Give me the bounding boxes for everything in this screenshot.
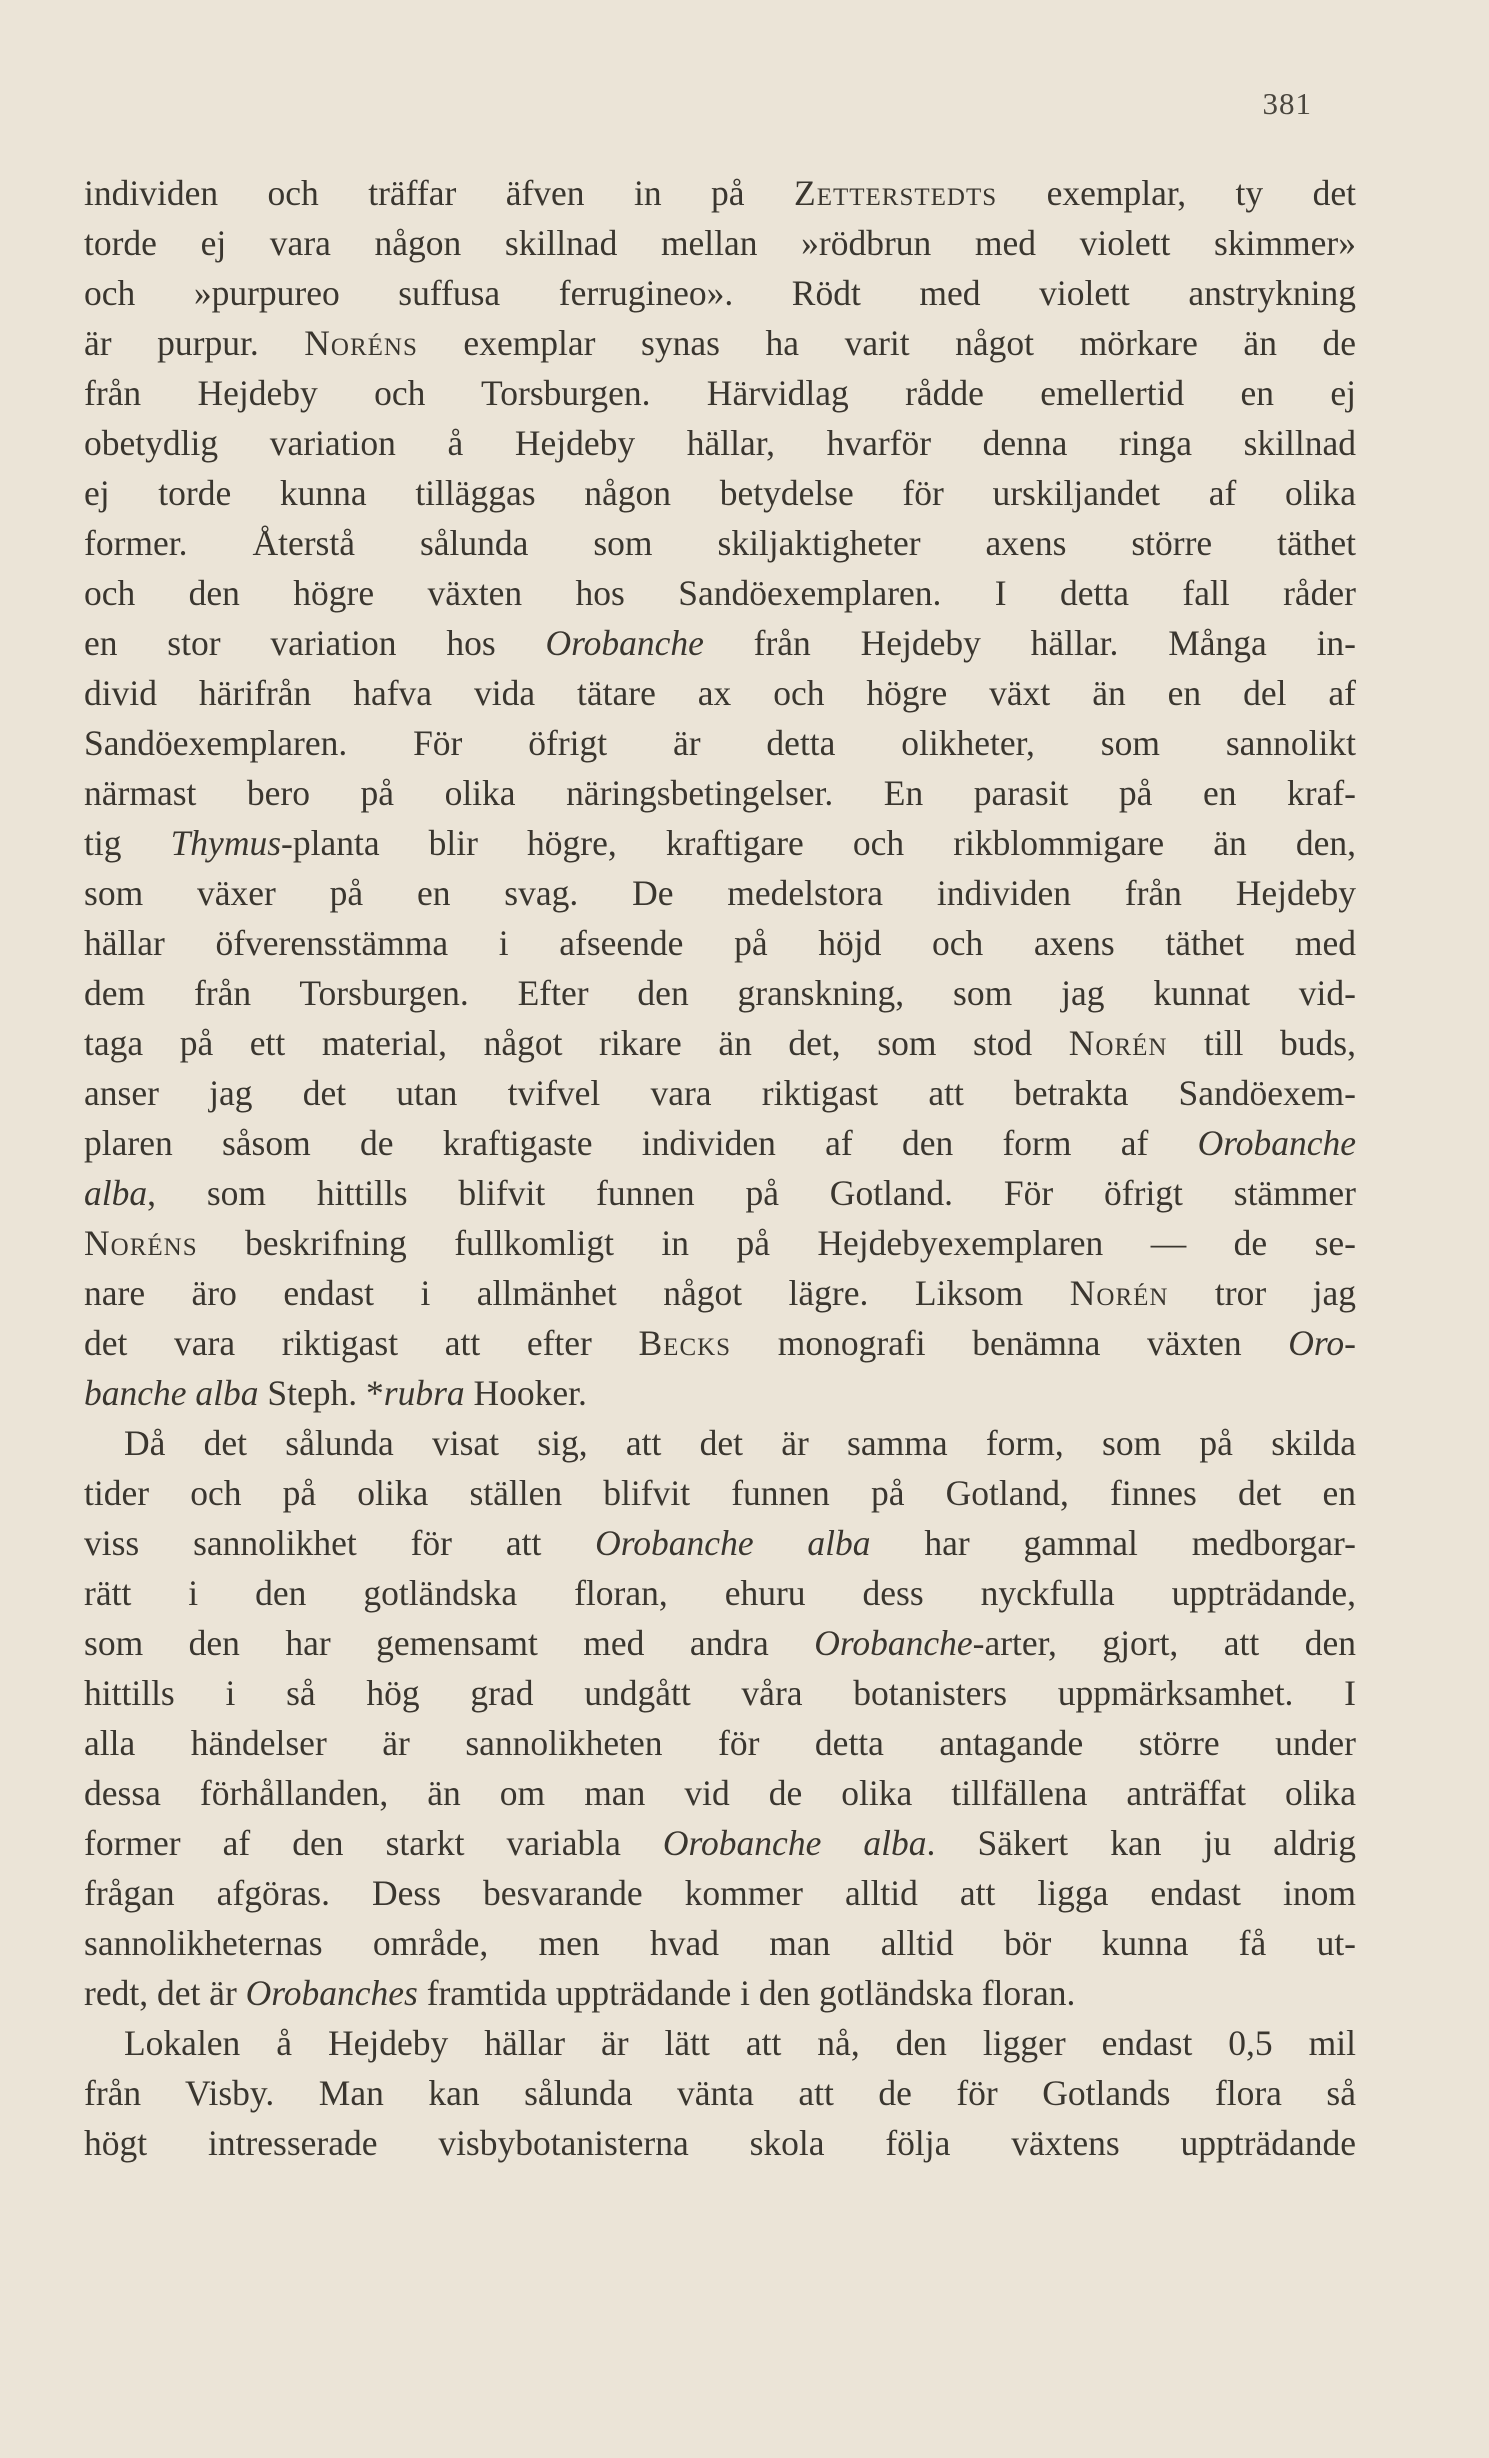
body-text <box>84 168 1356 2168</box>
text-line <box>84 318 1356 368</box>
text-segment: som den har gemensamt med andra <box>84 1623 815 1663</box>
text-line <box>84 468 1356 518</box>
taxon-name: Oro- <box>1288 1323 1356 1363</box>
author-name: Noréns <box>84 1223 198 1263</box>
taxon-name: Orobanches <box>245 1973 418 2013</box>
text-segment: obetydlig variation å Hejdeby hällar, hvarför denna ringa skillnad <box>84 423 1356 463</box>
text-line <box>84 918 1356 968</box>
text-line <box>84 618 1356 668</box>
text-segment: framtida uppträdande i den gotländska floran. <box>417 1973 1076 2013</box>
text-line <box>84 1818 1356 1868</box>
text-segment: former. Återstå sålunda som skiljaktigheter axens större täthet <box>84 523 1356 563</box>
text-line <box>84 718 1356 768</box>
author-name: Norén <box>1068 1023 1168 1063</box>
text-segment: Sandöexemplaren. För öfrigt är detta olikheter, som sannolikt <box>84 723 1356 763</box>
text-line <box>84 1568 1356 1618</box>
text-segment: och den högre växten hos Sandöexemplaren. I detta fall råder <box>84 573 1356 613</box>
text-segment: plaren såsom de kraftigaste individen af den form af <box>84 1123 1198 1163</box>
taxon-name: rubra <box>383 1373 465 1413</box>
text-line <box>84 1618 1356 1668</box>
text-segment: tror jag <box>1168 1273 1356 1313</box>
author-name: Noréns <box>304 323 418 363</box>
text-segment: beskrifning fullkomligt in på Hejdebyexemplaren — de se- <box>197 1223 1356 1263</box>
text-line <box>84 1118 1356 1168</box>
text-line <box>84 1468 1356 1518</box>
page-number: 381 <box>1262 86 1312 121</box>
text-line <box>84 768 1356 818</box>
text-line <box>84 1968 1356 2018</box>
taxon-name: banche alba <box>84 1373 259 1413</box>
text-line <box>84 2018 1356 2068</box>
text-segment: . Säkert kan ju aldrig <box>926 1823 1356 1863</box>
text-segment: divid härifrån hafva vida tätare ax och högre växt än en del af <box>84 673 1356 713</box>
text-segment: högt intresserade visbybotanisterna skola följa växtens uppträdande <box>84 2123 1356 2163</box>
text-segment: torde ej vara någon skillnad mellan »rödbrun med violett skimmer» <box>84 223 1356 263</box>
text-line <box>84 218 1356 268</box>
text-segment: frågan afgöras. Dess besvarande kommer alltid att ligga endast inom <box>84 1873 1356 1913</box>
text-segment: , som hittills blifvit funnen på Gotland. För öfrigt stämmer <box>147 1173 1356 1213</box>
text-line <box>84 368 1356 418</box>
text-segment: Hooker. <box>464 1373 587 1413</box>
text-segment: hittills i så hög grad undgått våra botanisters uppmärksamhet. I <box>84 1673 1356 1713</box>
text-line <box>84 1868 1356 1918</box>
text-line <box>84 868 1356 918</box>
text-segment: -arter, gjort, att den <box>972 1623 1356 1663</box>
text-segment: Då det sålunda visat sig, att det är samma form, som på skilda <box>124 1423 1356 1463</box>
text-line <box>84 1718 1356 1768</box>
text-line <box>84 1068 1356 1118</box>
text-segment: former af den starkt variabla <box>84 1823 663 1863</box>
text-segment: nare äro endast i allmänhet något lägre. Liksom <box>84 1273 1070 1313</box>
text-line <box>84 1218 1356 1268</box>
text-line <box>84 668 1356 718</box>
text-segment: anser jag det utan tvifvel vara riktigast att betrakta Sandöexem- <box>84 1073 1356 1113</box>
text-line <box>84 2068 1356 2118</box>
text-segment: och »purpureo suffusa ferrugineo». Rödt med violett anstrykning <box>84 273 1356 313</box>
text-segment: tider och på olika ställen blifvit funnen på Gotland, finnes det en <box>84 1473 1356 1513</box>
taxon-name: Orobanche <box>1197 1123 1356 1163</box>
text-line <box>84 1518 1356 1568</box>
text-segment: taga på ett material, något rikare än det, som stod <box>84 1023 1069 1063</box>
author-name: Norén <box>1069 1273 1169 1313</box>
text-line <box>84 1918 1356 1968</box>
text-segment: ej torde kunna tilläggas någon betydelse för urskiljandet af olika <box>84 473 1356 513</box>
taxon-name: alba <box>84 1173 148 1213</box>
text-segment: redt, det är <box>84 1973 246 2013</box>
text-line <box>84 1018 1356 1068</box>
author-name: Zetterstedts <box>794 173 998 213</box>
text-line <box>84 1768 1356 1818</box>
text-segment: närmast bero på olika näringsbetingelser. En parasit på en kraf- <box>84 773 1356 813</box>
text-segment: en stor variation hos <box>84 623 546 663</box>
text-line <box>84 2118 1356 2168</box>
text-segment: exemplar synas ha varit något mörkare än de <box>417 323 1357 363</box>
text-line <box>84 968 1356 1018</box>
text-segment: tig <box>84 823 171 863</box>
text-segment: dem från Torsburgen. Efter den granskning, som jag kunnat vid- <box>84 973 1356 1013</box>
text-line <box>84 268 1356 318</box>
taxon-name: Thymus <box>170 823 282 863</box>
text-segment: är purpur. <box>84 323 305 363</box>
text-segment: dessa förhållanden, än om man vid de olika tillfällena anträffat olika <box>84 1773 1356 1813</box>
text-segment: från Hejdeby hällar. Många in- <box>703 623 1357 663</box>
text-segment: har gammal medborgar- <box>870 1523 1356 1563</box>
text-segment: viss sannolikhet för att <box>84 1523 596 1563</box>
text-segment: hällar öfverensstämma i afseende på höjd och axens täthet med <box>84 923 1356 963</box>
text-segment: Steph. * <box>258 1373 384 1413</box>
text-line <box>84 1318 1356 1368</box>
text-line <box>84 1418 1356 1468</box>
taxon-name: Orobanche <box>814 1623 973 1663</box>
text-line <box>84 1668 1356 1718</box>
text-segment: som växer på en svag. De medelstora individen från Hejdeby <box>84 873 1356 913</box>
text-segment: från Visby. Man kan sålunda vänta att de för Gotlands flora så <box>84 2073 1356 2113</box>
text-line <box>84 518 1356 568</box>
text-line <box>84 1168 1356 1218</box>
text-segment: alla händelser är sannolikheten för detta antagande större under <box>84 1723 1356 1763</box>
text-line <box>84 418 1356 468</box>
text-line <box>84 1368 1356 1418</box>
taxon-name: Orobanche <box>545 623 704 663</box>
text-segment: individen och träffar äfven in på <box>84 173 795 213</box>
author-name: Becks <box>638 1323 732 1363</box>
text-segment: sannolikheternas område, men hvad man alltid bör kunna få ut- <box>84 1923 1356 1963</box>
text-segment: Lokalen å Hejdeby hällar är lätt att nå, den ligger endast 0,5 mil <box>124 2023 1356 2063</box>
text-line <box>84 1268 1356 1318</box>
text-segment: till buds, <box>1167 1023 1356 1063</box>
taxon-name: Orobanche alba <box>662 1823 927 1863</box>
text-segment: -planta blir högre, kraftigare och rikblommigare än den, <box>281 823 1356 863</box>
text-line <box>84 568 1356 618</box>
text-segment: rätt i den gotländska floran, ehuru dess nyckfulla uppträdande, <box>84 1573 1356 1613</box>
taxon-name: Orobanche alba <box>595 1523 871 1563</box>
text-segment: från Hejdeby och Torsburgen. Härvidlag rådde emellertid en ej <box>84 373 1356 413</box>
text-segment: monografi benämna växten <box>731 1323 1289 1363</box>
text-segment: exemplar, ty det <box>997 173 1356 213</box>
text-line <box>84 168 1356 218</box>
text-segment: det vara riktigast att efter <box>84 1323 639 1363</box>
text-line <box>84 818 1356 868</box>
